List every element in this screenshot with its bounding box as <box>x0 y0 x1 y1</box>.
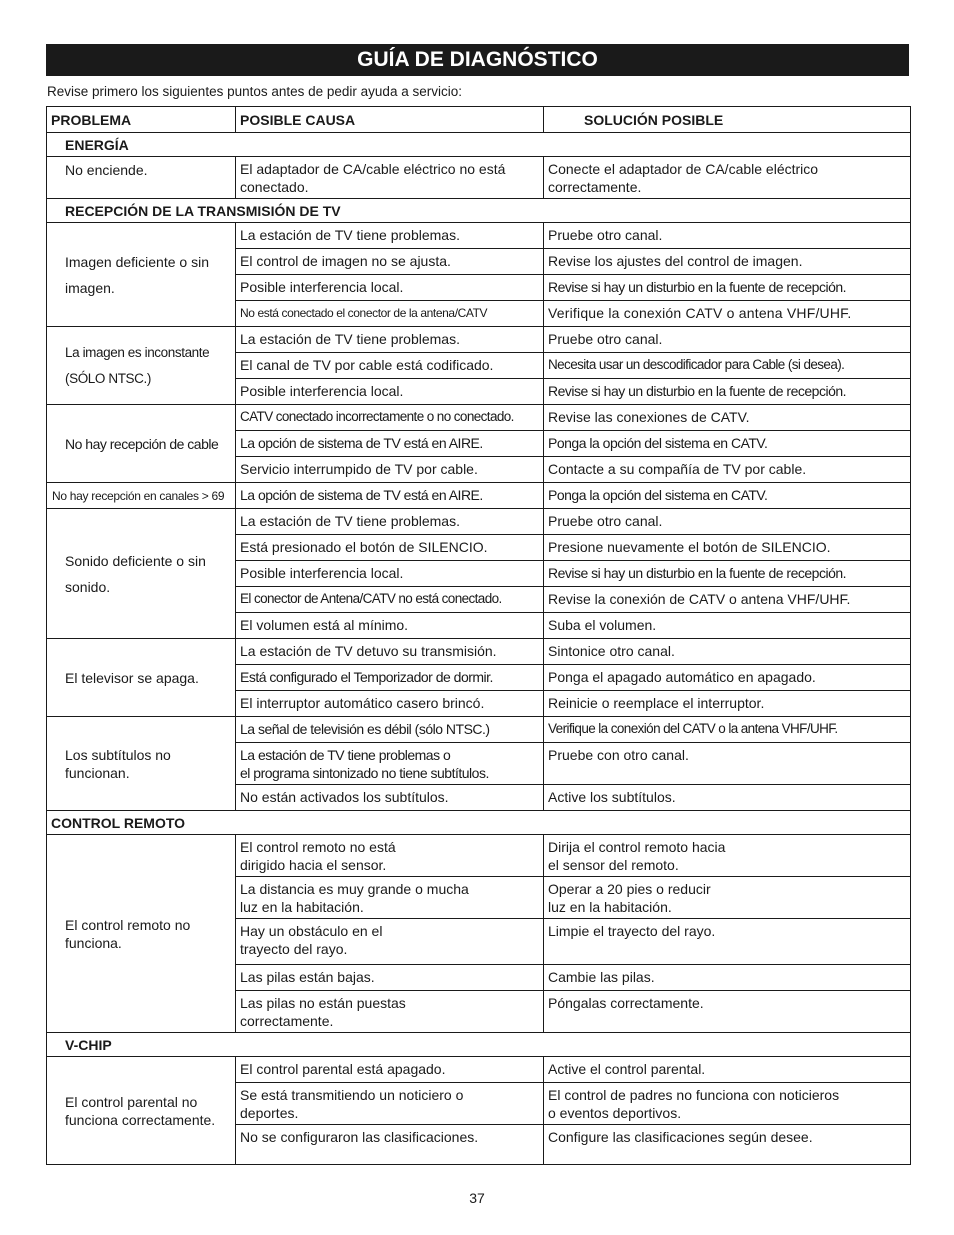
cause-cell: Está configurado el Temporizador de dormir. <box>236 665 544 691</box>
solution-cell: Operar a 20 pies o reducir luz en la habitación. <box>544 877 911 919</box>
cause-cell: El control de imagen no se ajusta. <box>236 249 544 275</box>
solution-cell: Suba el volumen. <box>544 613 911 639</box>
header-cause: POSIBLE CAUSA <box>236 107 544 133</box>
table-row <box>47 223 911 249</box>
cause-cell: Las pilas no están puestas correctamente. <box>236 991 544 1033</box>
solution-cell: Conecte el adaptador de CA/cable eléctrico correctamente. <box>544 157 911 199</box>
table-row <box>47 1057 911 1083</box>
solution-cell: Active los subtítulos. <box>544 785 911 811</box>
cause-cell: La opción de sistema de TV está en AIRE. <box>236 431 544 457</box>
solution-cell: Revise si hay un disturbio en la fuente de recepción. <box>544 561 911 587</box>
problem-cell: El control remoto no funciona. <box>47 835 236 1033</box>
solution-cell: Pruebe otro canal. <box>544 327 911 353</box>
cause-cell: La estación de TV tiene problemas o el programa sintonizado no tiene subtítulos. <box>236 743 544 785</box>
cause-cell: El control parental está apagado. <box>236 1057 544 1083</box>
table-row <box>47 157 911 199</box>
solution-cell: Sintonice otro canal. <box>544 639 911 665</box>
section-recepcion: RECEPCIÓN DE LA TRANSMISIÓN DE TV <box>47 199 911 223</box>
table-header-row <box>47 107 911 133</box>
solution-cell: Ponga la opción del sistema en CATV. <box>544 483 911 509</box>
solution-cell: Necesita usar un descodificador para Cable (si desea). <box>544 353 911 379</box>
solution-cell: Pruebe con otro canal. <box>544 743 911 785</box>
cause-cell: La estación de TV detuvo su transmisión. <box>236 639 544 665</box>
solution-cell: Active el control parental. <box>544 1057 911 1083</box>
cause-cell: No se configuraron las clasificaciones. <box>236 1125 544 1165</box>
cause-cell: Posible interferencia local. <box>236 275 544 301</box>
solution-cell: Dirija el control remoto hacia el sensor del remoto. <box>544 835 911 877</box>
cause-cell: No está conectado el conector de la antena/CATV <box>236 301 544 327</box>
section-vchip: V-CHIP <box>47 1033 911 1057</box>
cause-cell: El control remoto no está dirigido hacia el sensor. <box>236 835 544 877</box>
cause-cell: Servicio interrumpido de TV por cable. <box>236 457 544 483</box>
section-energia: ENERGÍA <box>47 133 911 157</box>
cause-cell: La distancia es muy grande o mucha luz en la habitación. <box>236 877 544 919</box>
cause-cell: La opción de sistema de TV está en AIRE. <box>236 483 544 509</box>
cause-cell: La estación de TV tiene problemas. <box>236 509 544 535</box>
table-row <box>47 639 911 665</box>
table-row <box>47 483 911 509</box>
solution-cell: Contacte a su compañía de TV por cable. <box>544 457 911 483</box>
solution-cell: Revise si hay un disturbio en la fuente de recepción. <box>544 379 911 405</box>
solution-cell: Ponga el apagado automático en apagado. <box>544 665 911 691</box>
cause-cell: Las pilas están bajas. <box>236 965 544 991</box>
cause-cell: La señal de televisión es débil (sólo NTSC.) <box>236 717 544 743</box>
header-problem: PROBLEMA <box>47 107 236 133</box>
cause-cell: Posible interferencia local. <box>236 561 544 587</box>
solution-cell: Configure las clasificaciones según desee. <box>544 1125 911 1165</box>
header-solution: SOLUCIÓN POSIBLE <box>544 107 911 133</box>
page-title: GUÍA DE DIAGNÓSTICO <box>46 44 909 76</box>
diagnostic-table <box>46 106 911 1165</box>
solution-cell: Verifique la conexión CATV o antena VHF/UHF. <box>544 301 911 327</box>
cause-cell: El adaptador de CA/cable eléctrico no está conectado. <box>236 157 544 199</box>
solution-cell: Revise si hay un disturbio en la fuente de recepción. <box>544 275 911 301</box>
cause-cell: El canal de TV por cable está codificado. <box>236 353 544 379</box>
solution-cell: Limpie el trayecto del rayo. <box>544 919 911 965</box>
cause-cell: CATV conectado incorrectamente o no conectado. <box>236 405 544 431</box>
cause-cell: La estación de TV tiene problemas. <box>236 327 544 353</box>
problem-cell: El control parental no funciona correctamente. <box>47 1057 236 1165</box>
problem-cell: No hay recepción de cable <box>47 405 236 483</box>
solution-cell: Presione nuevamente el botón de SILENCIO. <box>544 535 911 561</box>
solution-cell: Reinicie o reemplace el interruptor. <box>544 691 911 717</box>
table-row <box>47 327 911 353</box>
problem-cell: No hay recepción en canales > 69 <box>47 483 236 509</box>
solution-cell: Pruebe otro canal. <box>544 223 911 249</box>
problem-cell: La imagen es inconstante (SÓLO NTSC.) <box>47 327 236 405</box>
cause-cell: El volumen está al mínimo. <box>236 613 544 639</box>
cause-cell: No están activados los subtítulos. <box>236 785 544 811</box>
cause-cell: Está presionado el botón de SILENCIO. <box>236 535 544 561</box>
problem-cell: No enciende. <box>47 157 236 199</box>
page-number: 37 <box>469 1190 485 1206</box>
cause-cell: La estación de TV tiene problemas. <box>236 223 544 249</box>
solution-cell: Cambie las pilas. <box>544 965 911 991</box>
intro-text: Revise primero los siguientes puntos antes de pedir ayuda a servicio: <box>47 84 462 99</box>
cause-cell: Posible interferencia local. <box>236 379 544 405</box>
table-row <box>47 717 911 743</box>
cause-cell: El interruptor automático casero brincó. <box>236 691 544 717</box>
table-row <box>47 835 911 877</box>
solution-cell: Ponga la opción del sistema en CATV. <box>544 431 911 457</box>
solution-cell: Pruebe otro canal. <box>544 509 911 535</box>
solution-cell: Póngalas correctamente. <box>544 991 911 1033</box>
problem-cell: Imagen deficiente o sin imagen. <box>47 223 236 327</box>
section-control-remoto: CONTROL REMOTO <box>47 811 911 835</box>
problem-cell: El televisor se apaga. <box>47 639 236 717</box>
solution-cell: Revise las conexiones de CATV. <box>544 405 911 431</box>
table-row <box>47 405 911 431</box>
solution-cell: El control de padres no funciona con noticieros o eventos deportivos. <box>544 1083 911 1125</box>
cause-cell: Se está transmitiendo un noticiero o deportes. <box>236 1083 544 1125</box>
table-row <box>47 509 911 535</box>
solution-cell: Revise la conexión de CATV o antena VHF/UHF. <box>544 587 911 613</box>
solution-cell: Verifique la conexión del CATV o la antena VHF/UHF. <box>544 717 911 743</box>
cause-cell: Hay un obstáculo en el trayecto del rayo. <box>236 919 544 965</box>
problem-cell: Sonido deficiente o sin sonido. <box>47 509 236 639</box>
solution-cell: Revise los ajustes del control de imagen. <box>544 249 911 275</box>
cause-cell: El conector de Antena/CATV no está conectado. <box>236 587 544 613</box>
problem-cell: Los subtítulos no funcionan. <box>47 717 236 811</box>
